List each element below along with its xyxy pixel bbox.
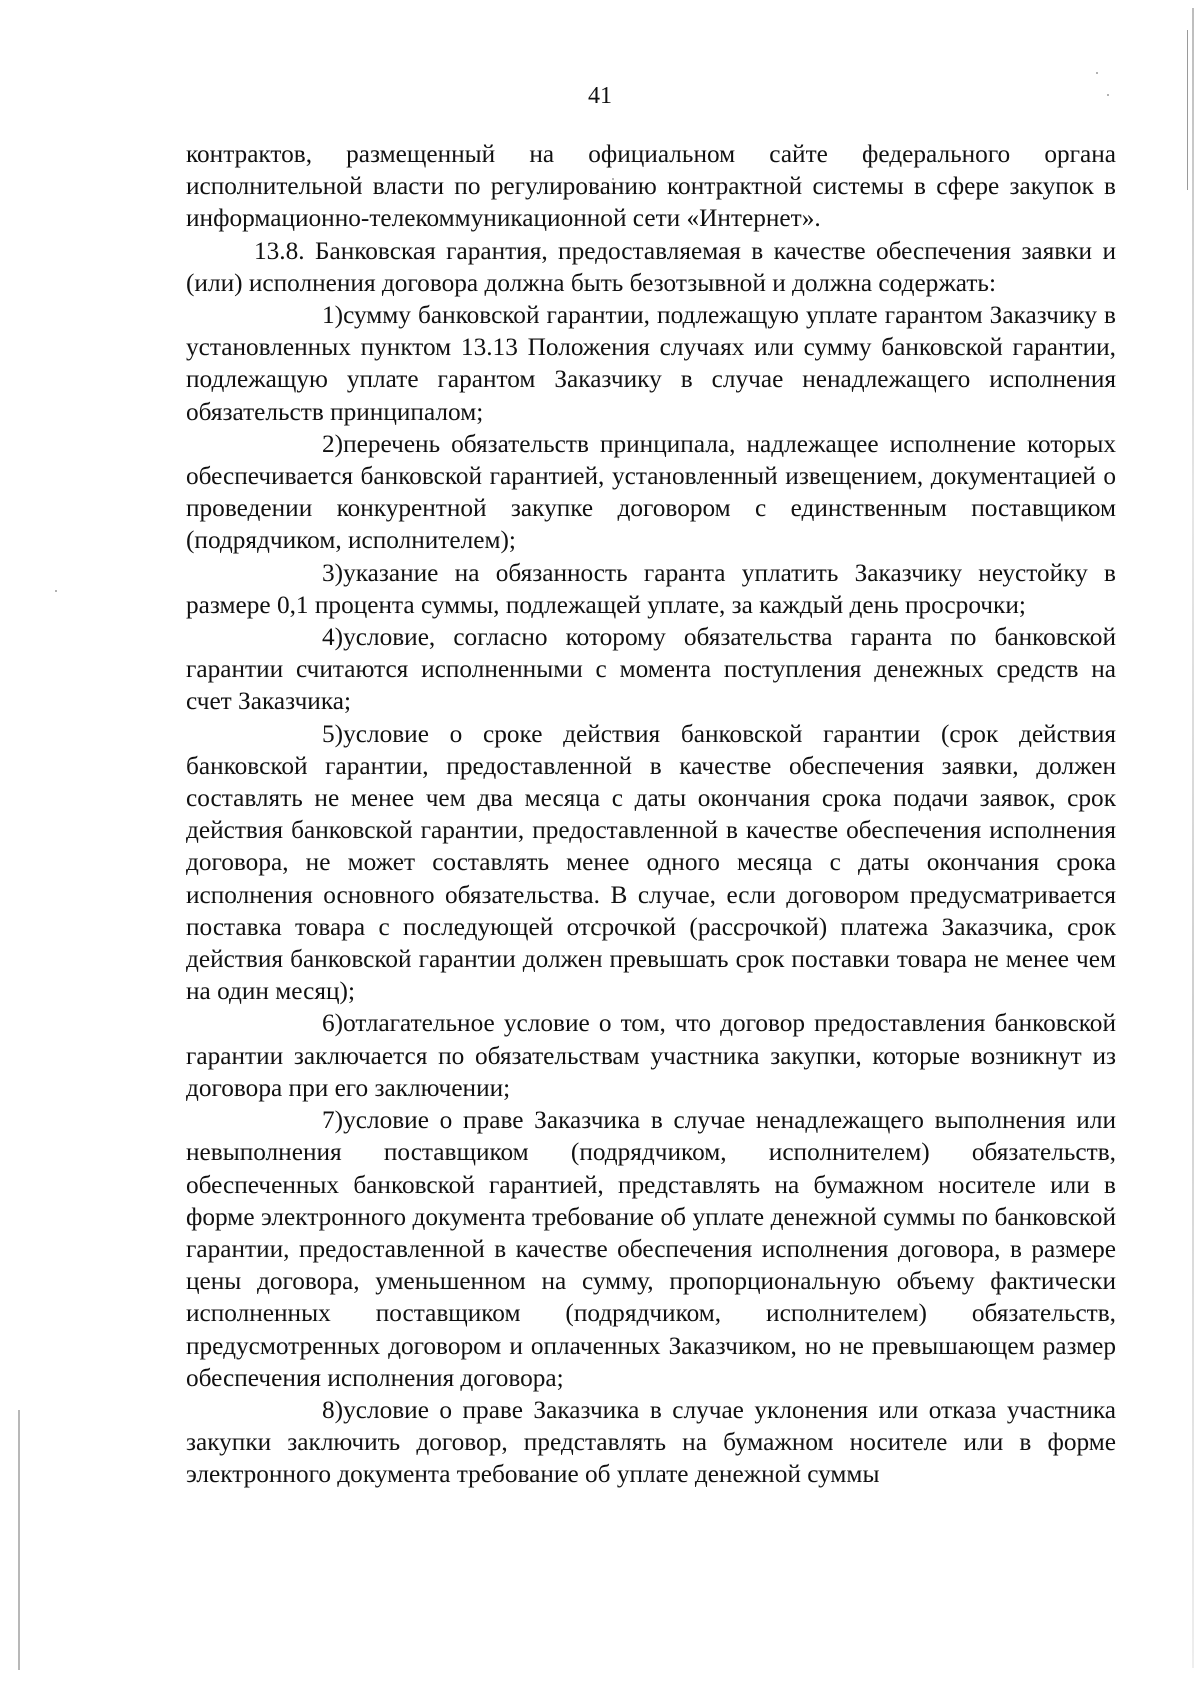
list-item-text: указание на обязанность гаранта уплатить Заказчику неустойку в размере 0,1 процента суммы, подлежащей уплате, за каждый день просрочки;: [186, 558, 1116, 619]
list-item-text: перечень обязательств принципала, надлежащее исполнение которых обеспечивается банковской гарантией, установленный извещением, документацией о проведении конкурентной закупке договором с единственным поставщиком (подрядчиком, исполнителем);: [186, 429, 1116, 555]
scan-speck: [55, 590, 57, 592]
list-item-text: условие о праве Заказчика в случае уклонения или отказа участника закупки заключить договор, представлять на бумажном носителе или в форме электронного документа требование об уплате денежной суммы: [186, 1395, 1116, 1489]
paragraph-13-8: 13.8. Банковская гарантия, предоставляемая в качестве обеспечения заявки и (или) исполнения договора должна быть безотзывной и должна содержать:: [186, 236, 1116, 297]
list-item: [186, 1104, 1116, 1394]
list-item: [186, 1007, 1116, 1104]
list-item-text: условие, согласно которому обязательства гаранта по банковской гарантии считаются исполненными с момента поступления денежных средств на счет Заказчика;: [186, 623, 1116, 716]
list-item-text: условие о сроке действия банковской гарантии (срок действия банковской гарантии, предоставленной в качестве обеспечения заявки, должен составлять не менее чем два месяца с даты окончания срока подачи заявок, срок действия банковской гарантии, предоставленной в качестве обеспечения исполнения договора, не может составлять менее одного месяца с даты окончания срока исполнения основного обязательства. В случае, если договором предусматривается поставка товара с последующей отсрочкой (рассрочкой) платежа Заказчика, срок действия банковской гарантии должен превышать срок поставки товара не менее чем на один месяц);: [186, 719, 1116, 1006]
scan-edge-artifact: [1192, 8, 1194, 1668]
list-item-text: условие о праве Заказчика в случае ненадлежащего выполнения или невыполнения поставщиком (подрядчиком, исполнителем) обязательств, обеспеченных банковской гарантией, представлять на бумажном носителе или в форме электронного документа требование об уплате денежной суммы по банковской гарантии, предоставленной в качестве обеспечения исполнения договора, в размере цены договора, уменьшенном на сумму, пропорциональную объему фактически исполненных поставщиком (подрядчиком, исполнителем) обязательств, предусмотренных договором и оплаченных Заказчиком, но не превышающем размер обеспечения исполнения договора;: [186, 1106, 1116, 1392]
scan-edge-artifact: [1187, 30, 1188, 190]
list-item-number: 6): [322, 1009, 344, 1038]
list-item: [186, 621, 1116, 718]
list-item: [186, 428, 1116, 557]
paragraph-continuation: контрактов, размещенный на официальном сайте федерального органа исполнительной власти по регулированию контрактной системы в сфере закупок в информационно-телекоммуникационной сети «Интернет».: [186, 140, 1116, 233]
list-item-number: 4): [322, 623, 344, 652]
list-item-number: 2): [322, 429, 344, 458]
page-number: 41: [588, 83, 612, 109]
list-item-text: отлагательное условие о том, что договор предоставления банковской гарантии заключается по обязательствам участника закупки, которые возникнут из договора при его заключении;: [186, 1009, 1116, 1102]
list-item-number: 7): [322, 1106, 344, 1135]
scan-speck: [1096, 72, 1098, 74]
list-item: [186, 718, 1116, 1008]
list-item: [186, 557, 1116, 621]
list-item-number: 8): [322, 1395, 344, 1424]
list-item: [186, 1394, 1116, 1491]
document-body: [186, 138, 1116, 1491]
scan-edge-artifact: [18, 1410, 20, 1670]
list-item-number: 5): [322, 719, 344, 748]
list-item-number: 3): [322, 558, 344, 587]
list-item-number: 1): [322, 301, 344, 330]
list-item-text: сумму банковской гарантии, подлежащую уплате гарантом Заказчику в установленных пунктом 13.13 Положения случаях или сумму банковской гарантии, подлежащую уплате гарантом Заказчику в случае ненадлежащего исполнения обязательств принципалом;: [186, 301, 1116, 426]
list-item: [186, 299, 1116, 428]
